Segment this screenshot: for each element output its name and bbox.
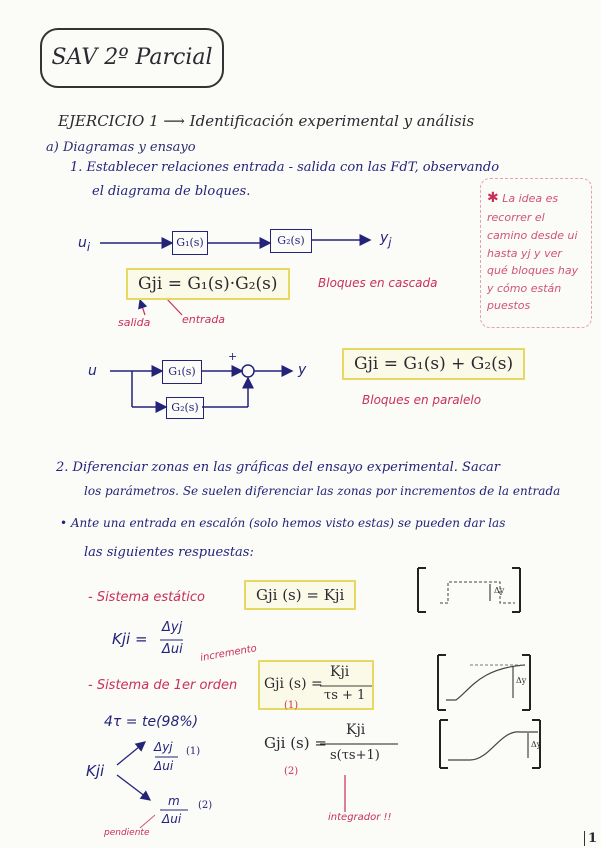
static-system-label: - Sistema estático — [88, 590, 205, 605]
kji-denominator: Δui — [162, 642, 183, 657]
series-label: Bloques en cascada — [318, 276, 438, 290]
step1-line1: 1. Establecer relaciones entrada - salida con las FdT, observando — [70, 160, 500, 175]
branch1-tag: (1) — [186, 746, 201, 757]
branch1-numerator: Δyj — [154, 740, 173, 754]
incremento-note: incremento — [199, 643, 258, 664]
page-title: SAV 2º Parcial — [40, 28, 224, 88]
parallel-label: Bloques en paralelo — [362, 393, 482, 407]
entrada-note: entrada — [182, 313, 226, 326]
series-block-g2: G₂(s) — [270, 229, 312, 253]
series-block-g1: G₁(s) — [172, 231, 208, 255]
parallel-formula: Gji = G₁(s) + G₂(s) — [342, 348, 525, 380]
integrador-note: integrador !! — [328, 812, 392, 823]
step2-bullet1: • Ante una entrada en escalón (solo hemos visto estas) se pueden dar las — [60, 516, 506, 530]
branch2-denominator: Δui — [162, 812, 182, 826]
sum-junction — [242, 365, 254, 377]
integrator-denominator: s(τs+1) — [330, 748, 380, 763]
tau-rule: 4τ = te(98%) — [104, 714, 199, 730]
branch1-denominator: Δui — [154, 759, 174, 773]
entrada-arrow — [166, 298, 182, 315]
static-ay-label: Δy — [494, 586, 505, 595]
kji-branch: Kji — [86, 762, 105, 780]
kji-numerator: Δyj — [162, 620, 183, 635]
exercise-heading: EJERCICIO 1 ⟶ Identificación experimental y análisis — [58, 112, 475, 130]
salida-note: salida — [118, 316, 151, 329]
step1-line2: el diagrama de bloques. — [92, 184, 251, 199]
first-order-tag: (1) — [284, 700, 299, 711]
part-a-label: a) Diagramas y ensayo — [46, 140, 196, 155]
side-note — [480, 178, 592, 328]
integrator-tag: (2) — [284, 766, 299, 777]
step2-line2: los parámetros. Se suelen diferenciar las zonas por incrementos de la entrada — [84, 484, 561, 498]
integrator-ay-label: Δy — [531, 740, 542, 749]
first-order-label: - Sistema de 1er orden — [88, 678, 238, 693]
step2-bullet2: las siguientes respuestas: — [84, 545, 254, 560]
parallel-input: u — [88, 363, 97, 379]
first-order-numerator: Kji — [330, 664, 350, 680]
series-formula: Gji = G₁(s)·G₂(s) — [126, 268, 290, 300]
branch2-tag: (2) — [198, 800, 213, 811]
side-note-text: La idea es recorrer el camino desde ui hasta yj y ver qué bloques hay y cómo están puestos — [487, 192, 579, 313]
kji-definition: Kji = — [112, 630, 148, 648]
pendiente-note: pendiente — [104, 828, 150, 838]
parallel-block-g2: G₂(s) — [166, 397, 204, 419]
branch2-numerator: m — [168, 794, 180, 808]
parallel-block-g1: G₁(s) — [162, 360, 202, 384]
first-order-ay-label: Δy — [516, 676, 527, 685]
page-number: 1 — [584, 831, 597, 846]
integrator-curve — [448, 732, 538, 760]
star-icon: ✱ — [487, 190, 499, 206]
first-order-formula-left: Gji (s) = — [264, 676, 323, 692]
series-input: $u_i$ — [78, 235, 91, 254]
first-order-denominator: τs + 1 — [324, 688, 366, 703]
static-formula: Gji (s) = Kji — [244, 580, 356, 610]
step2-line1: 2. Diferenciar zonas en las gráficas del ensayo experimental. Sacar — [56, 460, 500, 475]
integrator-formula-left: Gji (s) = — [264, 734, 327, 752]
sum-plus-sign: + — [228, 350, 238, 363]
series-output: $y_j$ — [380, 230, 392, 249]
integrator-numerator: Kji — [346, 722, 366, 738]
parallel-output: y — [298, 362, 307, 378]
salida-arrow — [140, 300, 145, 315]
